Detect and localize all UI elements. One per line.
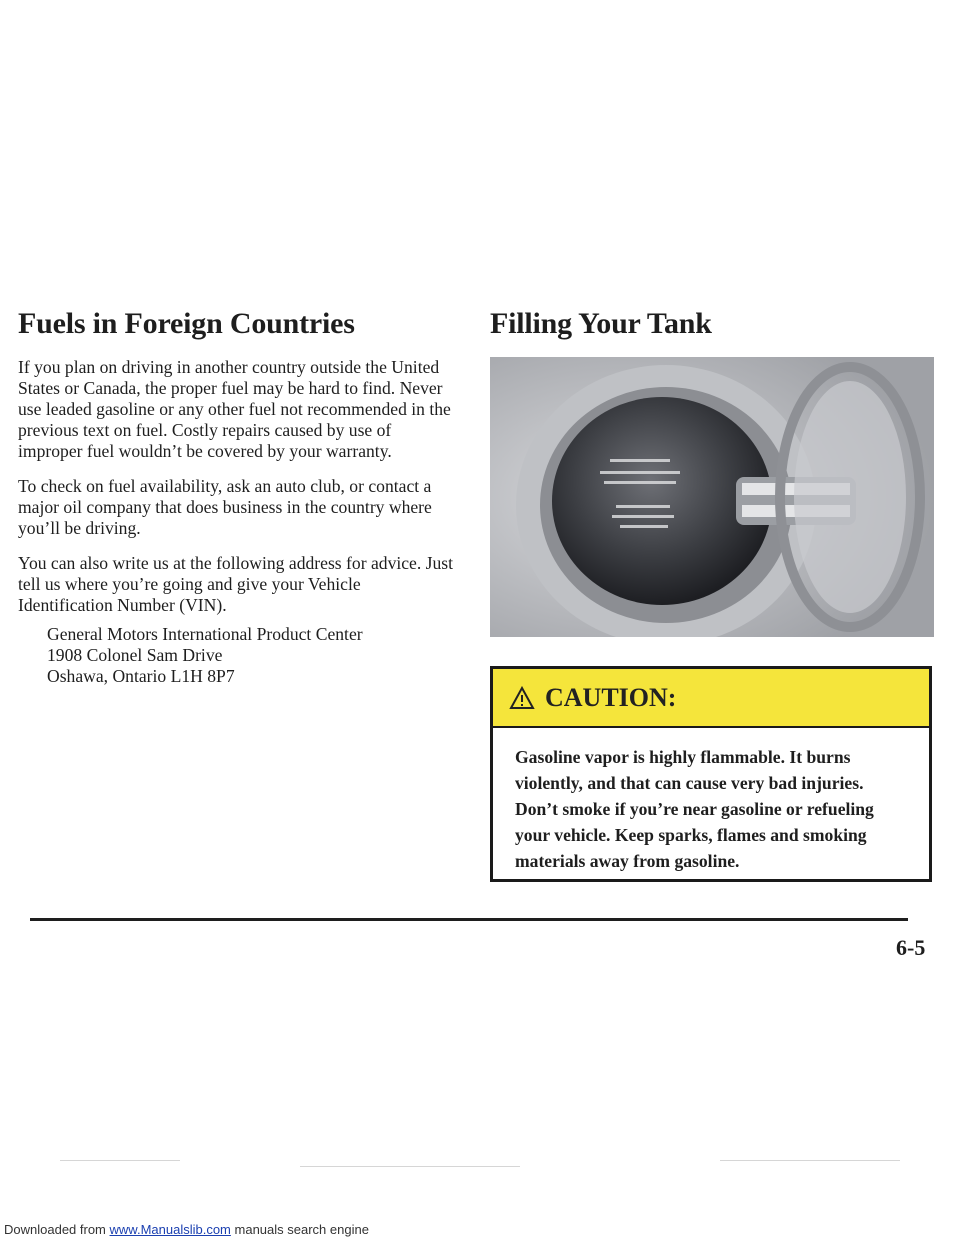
footer-divider xyxy=(30,918,908,921)
scan-artifact xyxy=(720,1160,900,1161)
paragraph-write-us: You can also write us at the following address for advice. Just tell us where you’re going and give your Vehicle Identification Number (VIN). xyxy=(18,553,454,615)
caution-box xyxy=(490,666,932,882)
address-line-2: 1908 Colonel Sam Drive xyxy=(47,645,223,665)
caution-text: Gasoline vapor is highly flammable. It burns violently, and that can cause very bad injuries. Don’t smoke if you’re near gasoline or refueling your vehicle. Keep sparks, flames and smoking materials away from gasoline. xyxy=(515,747,874,871)
fuels-foreign-heading: Fuels in Foreign Countries xyxy=(18,307,355,340)
caution-label: CAUTION: xyxy=(545,682,677,712)
caution-header xyxy=(493,669,929,728)
warning-triangle-icon xyxy=(509,686,535,710)
address-line-1: General Motors International Product Center xyxy=(47,624,363,644)
download-banner xyxy=(4,1222,369,1237)
scan-artifact xyxy=(300,1166,520,1167)
scan-artifact xyxy=(60,1160,180,1161)
left-column xyxy=(18,307,458,687)
paragraph-proper-fuel: If you plan on driving in another country outside the United States or Canada, the proper fuel may be hard to find. Never use leaded gasoline or any other fuel not recommended in the previous text on fuel. Costly repairs caused by use of improper fuel wouldn’t be covered by your warranty. xyxy=(18,357,451,461)
fuel-door-photo xyxy=(490,357,934,637)
fuel-cap-illustration xyxy=(490,357,934,637)
manualslib-link[interactable]: www.Manualslib.com xyxy=(109,1222,231,1237)
filling-tank-heading: Filling Your Tank xyxy=(490,307,712,340)
page-number: 6-5 xyxy=(896,935,926,960)
download-prefix: Downloaded from xyxy=(4,1222,106,1237)
address-line-3: Oshawa, Ontario L1H 8P7 xyxy=(47,666,235,686)
download-suffix: manuals search engine xyxy=(234,1222,369,1237)
paragraph-fuel-availability: To check on fuel availability, ask an auto club, or contact a major oil company that does business in the country where you’ll be driving. xyxy=(18,476,432,538)
gm-address-block xyxy=(47,624,458,687)
